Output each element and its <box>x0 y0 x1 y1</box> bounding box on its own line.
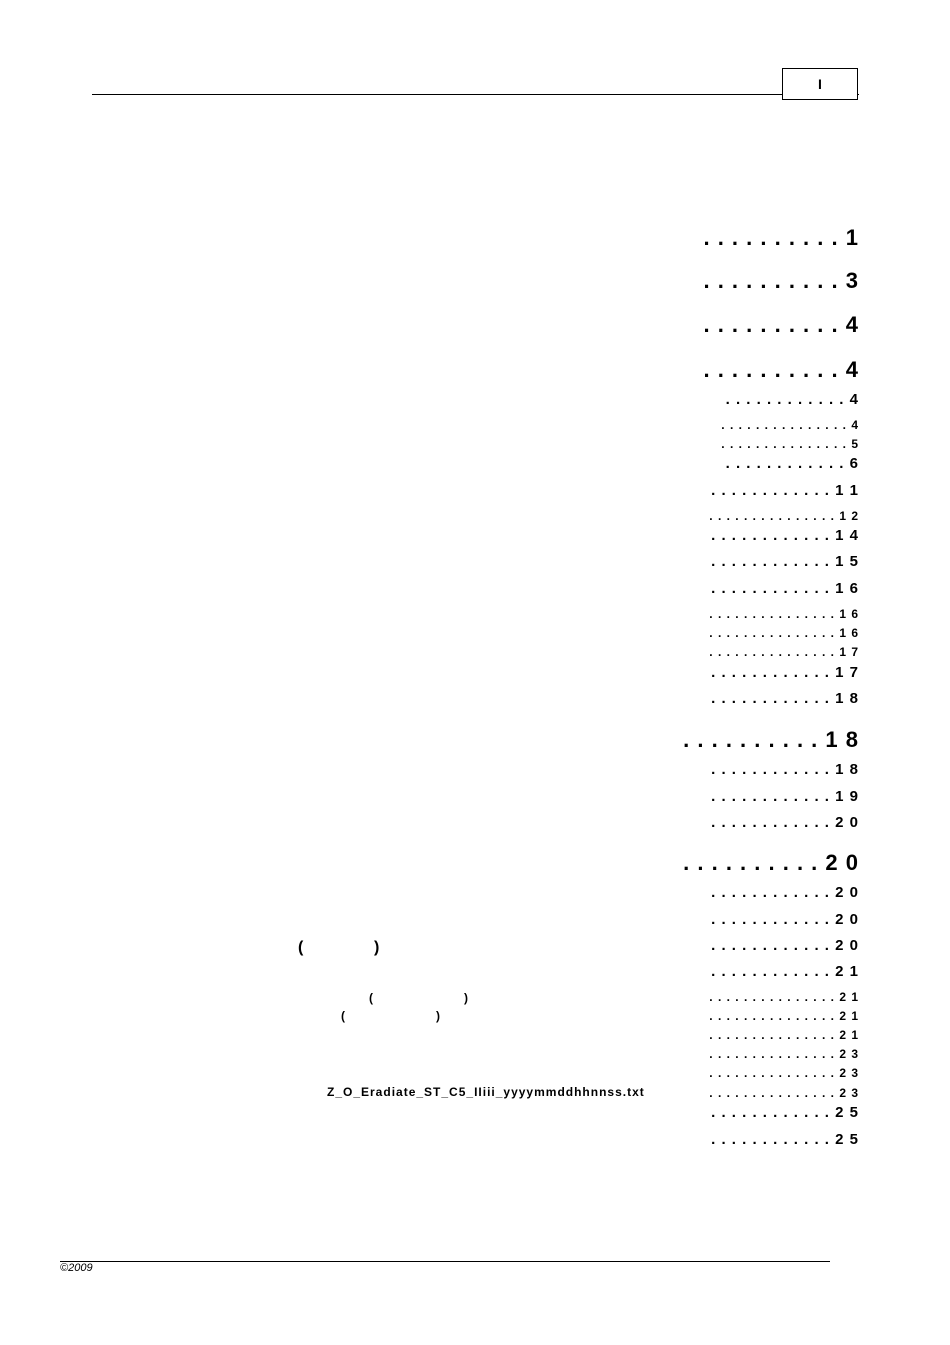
toc-entry[interactable] <box>709 1087 859 1099</box>
toc-dots: . . . . . . . . . . <box>703 268 839 293</box>
toc-dots: . . . . . . . . . . . . . . . <box>709 1066 835 1080</box>
toc-entry[interactable] <box>711 912 859 927</box>
toc-entry[interactable] <box>703 227 859 249</box>
toc-page-number: 1 7 <box>835 664 859 681</box>
toc-page-number: 1 8 <box>825 727 859 752</box>
toc-entry[interactable] <box>711 483 859 498</box>
toc-entry[interactable] <box>703 270 859 292</box>
toc-page-number: 2 0 <box>835 814 859 831</box>
toc-dots: . . . . . . . . . . . . . . . <box>709 1047 835 1061</box>
toc-dots: . . . . . . . . . . . . <box>711 664 830 681</box>
toc-page-number: 2 1 <box>839 990 859 1004</box>
toc-entry[interactable] <box>709 1067 859 1079</box>
toc-page-number: 2 0 <box>825 850 859 875</box>
toc-entry[interactable] <box>709 510 859 522</box>
header-rule <box>92 94 859 95</box>
toc-entry[interactable] <box>711 789 859 804</box>
toc-page-number: 4 <box>845 312 859 337</box>
toc-page-number: 2 5 <box>835 1131 859 1148</box>
toc-page-number: 2 1 <box>835 963 859 980</box>
toc-entry[interactable] <box>703 314 859 336</box>
toc-page-number: 2 0 <box>835 937 859 954</box>
toc-dots: . . . . . . . . . . <box>683 727 819 752</box>
toc-entry[interactable] <box>709 991 859 1003</box>
toc-page-number: 1 2 <box>839 509 859 523</box>
toc-dots: . . . . . . . . . . . . <box>725 455 845 472</box>
copyright-icon: © <box>60 1262 69 1274</box>
filename-text: Z_O_Eradiate_ST_C5_IIiii_yyyymmddhhnnss.txt <box>327 1085 645 1099</box>
toc-entry[interactable] <box>711 1132 859 1147</box>
toc-dots: . . . . . . . . . . . . . . . <box>709 509 835 523</box>
toc-dots: . . . . . . . . . . . . . . . <box>709 607 835 621</box>
toc-page-number: 2 1 <box>839 1009 859 1023</box>
toc-page-number: 1 8 <box>835 690 859 707</box>
open-paren: ( <box>341 1009 345 1023</box>
toc-entry[interactable] <box>709 1029 859 1041</box>
toc-dots: . . . . . . . . . . . . <box>711 1131 830 1148</box>
toc-page-number: 2 0 <box>835 911 859 928</box>
open-paren: ( <box>369 991 373 1005</box>
toc-entry[interactable] <box>683 852 859 874</box>
toc-dots: . . . . . . . . . . . . . . . <box>709 645 835 659</box>
toc-page-number: 4 <box>845 357 859 382</box>
toc-dots: . . . . . . . . . . . . . . . <box>709 1009 835 1023</box>
toc-dots: . . . . . . . . . . . . . . . <box>709 1028 835 1042</box>
toc-entry[interactable] <box>711 762 859 777</box>
toc-dots: . . . . . . . . . . <box>703 312 839 337</box>
toc-dots: . . . . . . . . . . . . <box>711 1104 830 1121</box>
toc-page-number: 1 9 <box>835 788 859 805</box>
toc-entry[interactable] <box>709 608 859 620</box>
toc-entry[interactable] <box>709 1048 859 1060</box>
toc-dots: . . . . . . . . . . . . <box>711 553 830 570</box>
toc-dots: . . . . . . . . . . . . . . . <box>721 437 847 451</box>
toc-page-number: 1 5 <box>835 553 859 570</box>
toc-dots: . . . . . . . . . . <box>703 357 839 382</box>
toc-entry[interactable] <box>711 938 859 953</box>
toc-dots: . . . . . . . . . . . . <box>711 482 830 499</box>
toc-entry[interactable] <box>711 528 859 543</box>
toc-dots: . . . . . . . . . . . . . . . <box>709 1086 835 1100</box>
toc-entry[interactable] <box>721 419 859 431</box>
toc-page-number: 2 1 <box>839 1028 859 1042</box>
toc-dots: . . . . . . . . . . . . <box>711 937 830 954</box>
toc-page-number: 5 <box>851 437 859 451</box>
toc-page-number: 1 6 <box>835 580 859 597</box>
toc-entry[interactable] <box>721 438 859 450</box>
toc-page-number: 1 4 <box>835 527 859 544</box>
toc-dots: . . . . . . . . . . . . <box>711 580 830 597</box>
toc-page-number: 1 7 <box>839 645 859 659</box>
close-paren: ) <box>464 991 468 1005</box>
footer-copyright <box>60 1263 93 1274</box>
toc-entry[interactable] <box>726 392 859 407</box>
toc-entry[interactable] <box>703 359 859 381</box>
page-number: I <box>818 76 822 92</box>
toc-dots: . . . . . . . . . . . . . . . <box>709 626 835 640</box>
toc-page-number: 3 <box>845 268 859 293</box>
toc-entry[interactable] <box>711 964 859 979</box>
footer-rule <box>60 1261 830 1262</box>
toc-dots: . . . . . . . . . . <box>683 850 819 875</box>
toc-page-number: 6 <box>849 455 859 472</box>
toc-dots: . . . . . . . . . . <box>703 225 839 250</box>
toc-page-number: 1 6 <box>839 626 859 640</box>
toc-page-number: 1 1 <box>835 482 859 499</box>
toc-entry[interactable] <box>711 554 859 569</box>
toc-dots: . . . . . . . . . . . . <box>711 690 830 707</box>
toc-entry[interactable] <box>711 691 859 706</box>
toc-dots: . . . . . . . . . . . . . . . <box>721 418 847 432</box>
toc-page-number: 4 <box>851 418 859 432</box>
toc-dots: . . . . . . . . . . . . <box>711 527 830 544</box>
toc-dots: . . . . . . . . . . . . <box>711 884 830 901</box>
toc-dots: . . . . . . . . . . . . <box>711 814 830 831</box>
close-paren: ) <box>436 1009 440 1023</box>
toc-entry[interactable] <box>711 815 859 830</box>
toc-entry[interactable] <box>683 729 859 751</box>
toc-entry[interactable] <box>726 456 859 471</box>
toc-page-number: 2 3 <box>839 1047 859 1061</box>
page-number-box <box>782 68 858 100</box>
open-paren: ( <box>298 939 304 956</box>
toc-page-number: 1 8 <box>835 761 859 778</box>
toc-page-number: 2 0 <box>835 884 859 901</box>
toc-dots: . . . . . . . . . . . . <box>711 963 830 980</box>
toc-entry[interactable] <box>711 885 859 900</box>
toc-entry[interactable] <box>709 1010 859 1022</box>
toc-page-number: 1 6 <box>839 607 859 621</box>
toc-dots: . . . . . . . . . . . . <box>725 391 845 408</box>
toc-page-number: 2 3 <box>839 1066 859 1080</box>
toc-entry[interactable] <box>709 627 859 639</box>
toc-page-number: 4 <box>849 391 859 408</box>
toc-dots: . . . . . . . . . . . . <box>711 761 830 778</box>
toc-entry[interactable] <box>711 665 859 680</box>
toc-dots: . . . . . . . . . . . . <box>711 911 830 928</box>
toc-page-number: 2 5 <box>835 1104 859 1121</box>
close-paren: ) <box>374 939 380 956</box>
toc-page-number: 1 <box>845 225 859 250</box>
toc-entry[interactable] <box>711 1105 859 1120</box>
toc-page-number: 2 3 <box>839 1086 859 1100</box>
toc-dots: . . . . . . . . . . . . <box>711 788 830 805</box>
toc-entry[interactable] <box>709 646 859 658</box>
toc-entry[interactable] <box>711 581 859 596</box>
footer-year: 2009 <box>68 1262 93 1274</box>
toc-dots: . . . . . . . . . . . . . . . <box>709 990 835 1004</box>
